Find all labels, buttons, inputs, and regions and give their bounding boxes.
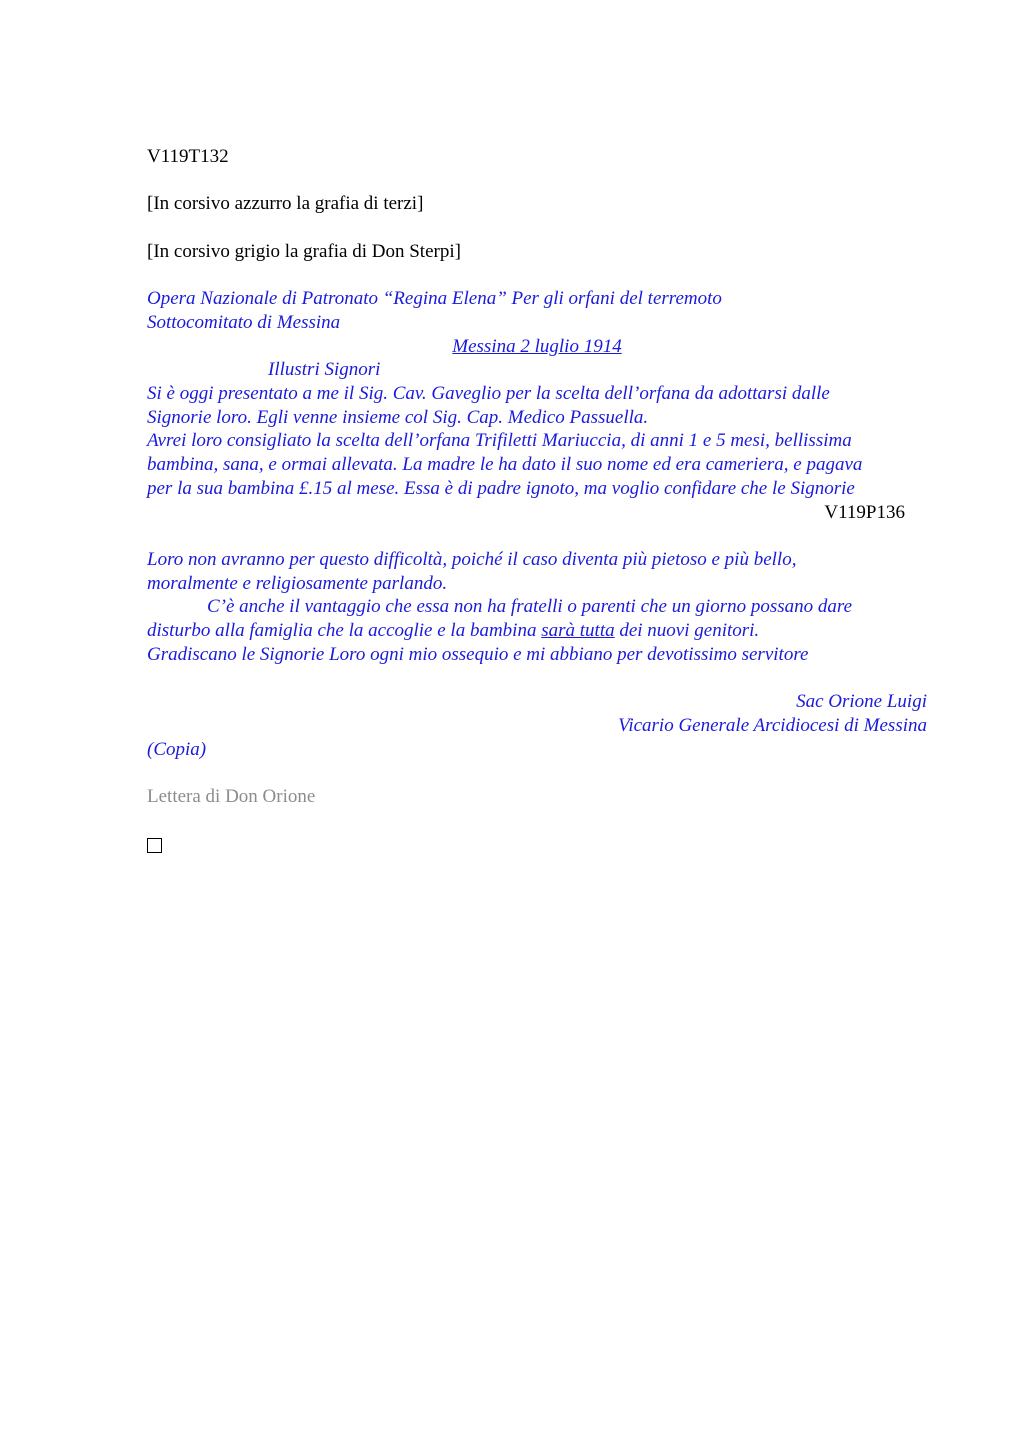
- copy-note: (Copia): [147, 738, 207, 760]
- salutation: Illustri Signori: [268, 359, 381, 381]
- paragraph-line: Gradiscano le Signorie Loro ogni mio ossequio e mi abbiano per devotissimo servitore: [147, 643, 809, 665]
- paragraph-line: Si è oggi presentato a me il Sig. Cav. Gaveglio per la scelta dell’orfana da adottarsi dalle: [147, 382, 830, 404]
- underlined-text: sarà tutta: [541, 620, 615, 641]
- grey-handwriting-note: [In corsivo grigio la grafia di Don Sterpi]: [147, 240, 461, 262]
- letterhead-line-1: Opera Nazionale di Patronato “Regina Elena” Per gli orfani del terremoto: [147, 288, 722, 310]
- page-reference: V119P136: [824, 501, 905, 523]
- signature-title: Vicario Generale Arcidiocesi di Messina: [618, 714, 927, 736]
- footer-note: Lettera di Don Orione: [147, 785, 316, 807]
- paragraph-line: per la sua bambina £.15 al mese. Essa è di padre ignoto, ma voglio confidare che le Signorie: [147, 477, 855, 499]
- signature: Sac Orione Luigi: [796, 691, 927, 713]
- letter-body: [147, 287, 927, 761]
- blue-handwriting-note: [In corsivo azzurro la grafia di terzi]: [147, 193, 424, 215]
- letter-date: Messina 2 luglio 1914: [452, 335, 622, 357]
- paragraph-line: Avrei loro consigliato la scelta dell’orfana Trifiletti Mariuccia, di anni 1 e 5 mesi, bellissima: [147, 430, 852, 452]
- text-segment: disturbo alla famiglia che la accoglie e la bambina: [147, 620, 542, 641]
- paragraph-line: [147, 619, 927, 643]
- letterhead-line-2: Sottocomitato di Messina: [147, 311, 341, 333]
- paragraph-line: moralmente e religiosamente parlando.: [147, 572, 448, 594]
- text-segment: dei nuovi genitori.: [614, 620, 760, 641]
- paragraph-line: bambina, sana, e ormai allevata. La madre le ha dato il suo nome ed era cameriera, e pagava: [147, 454, 863, 476]
- paragraph-line: Signorie loro. Egli venne insieme col Sig. Cap. Medico Passuella.: [147, 406, 649, 428]
- document-id: V119T132: [147, 146, 229, 167]
- document-page: [147, 145, 927, 853]
- paragraph-line: C’è anche il vantaggio che essa non ha fratelli o parenti che un giorno possano dare: [207, 596, 853, 618]
- paragraph-line: Loro non avranno per questo difficoltà, poiché il caso diventa più pietoso e più bello,: [147, 548, 797, 570]
- checkbox[interactable]: [147, 838, 162, 853]
